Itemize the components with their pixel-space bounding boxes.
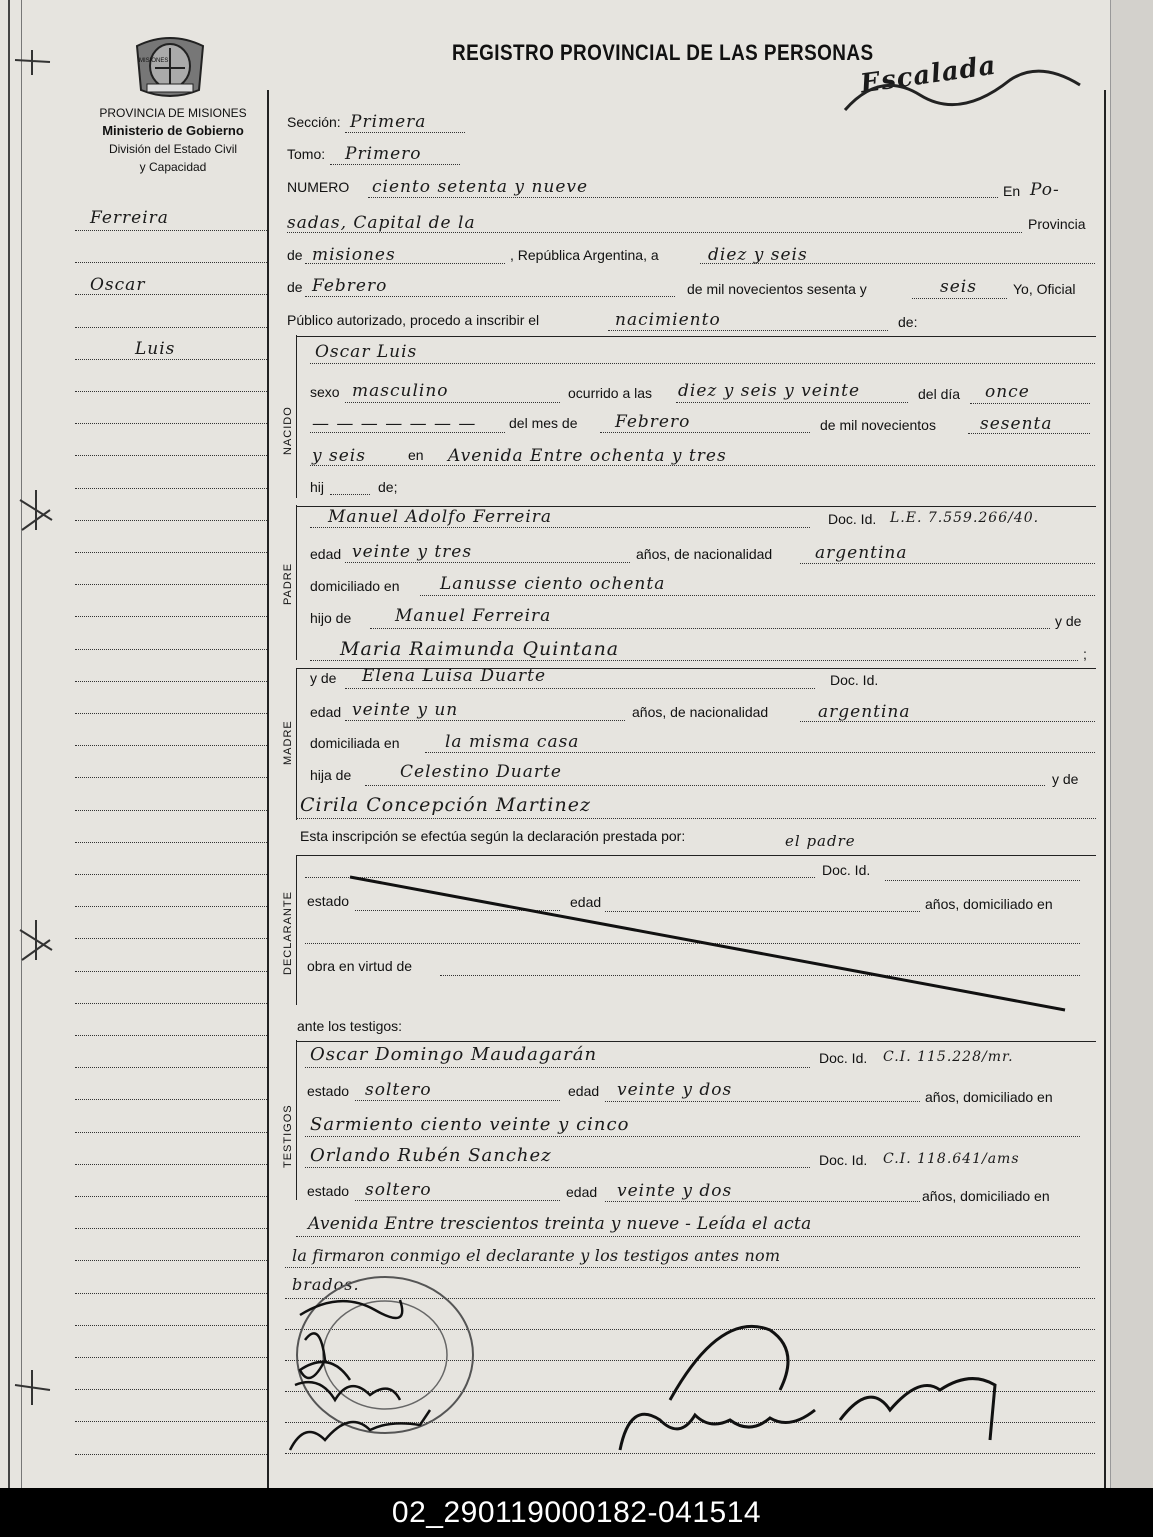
dotted-line [310, 527, 810, 528]
value-padre-madre: Maria Raimunda Quintana [340, 638, 620, 660]
section-label-declarante: DECLARANTE [282, 891, 294, 975]
label-de-mil: de mil novecientos sesenta y [687, 281, 867, 297]
label-del-mes: del mes de [509, 415, 578, 431]
dotted-line [608, 330, 888, 331]
value-testigo1-nombre: Oscar Domingo Maudagarán [310, 1044, 598, 1065]
value-dia-nacimiento: once [985, 382, 1030, 402]
margin-rule [75, 1260, 267, 1261]
value-testigo2-nombre: Orlando Rubén Sanchez [310, 1145, 552, 1166]
margin-rule [75, 262, 267, 263]
value-dia-registro: diez y seis [708, 245, 808, 265]
dotted-line [345, 402, 560, 403]
label-madre-edad: edad [310, 704, 342, 720]
label-sexo: sexo [310, 384, 340, 400]
margin-rule [75, 1454, 267, 1455]
value-testigo1-domicilio: Sarmiento ciento veinte y cinco [310, 1114, 630, 1135]
value-declarante: el padre [785, 832, 856, 850]
label-testigo2-anos: años, domiciliado en [922, 1188, 1050, 1204]
label-de-semicolon: de; [378, 479, 398, 495]
officer-signature [600, 1290, 1020, 1470]
label-seccion: Sección: [287, 114, 341, 130]
label-obra: obra en virtud de [307, 958, 413, 974]
label-esta-inscripcion: Esta inscripción se efectúa según la declaración prestada por: [300, 828, 686, 844]
value-madre-nacionalidad: argentina [818, 702, 911, 722]
value-nombre-nacido: Oscar Luis [315, 342, 418, 362]
dotted-line [420, 595, 1095, 596]
value-padre-doc: L.E. 7.559.266/40. [890, 510, 1040, 526]
dotted-line [345, 562, 630, 563]
value-anio-nacimiento-2: y seis [312, 446, 366, 466]
right-border [1104, 90, 1106, 1488]
declarante-divider [296, 855, 297, 1005]
dotted-line [287, 232, 1022, 233]
section-rule [296, 336, 1096, 337]
label-padre-y-de: y de [1055, 613, 1082, 629]
label-yo-oficial: Yo, Oficial [1013, 281, 1076, 297]
stitching-marks [10, 40, 60, 1440]
value-en-po: Po- [1030, 180, 1060, 200]
margin-rule [75, 616, 267, 617]
label-ocurrido: ocurrido a las [568, 385, 653, 401]
value-madre-madre: Cirila Concepción Martinez [300, 794, 591, 816]
label-testigo2-edad: edad [566, 1184, 598, 1200]
section-label-padre: PADRE [282, 562, 294, 605]
dotted-line [605, 1101, 920, 1102]
label-padre-doc: Doc. Id. [828, 511, 877, 527]
dotted-line [365, 785, 1045, 786]
label-madre-nacionalidad: años, de nacionalidad [632, 704, 769, 720]
margin-rule [75, 1164, 267, 1165]
margin-rule [75, 327, 267, 328]
value-madre-padre: Celestino Duarte [400, 762, 562, 782]
value-padre-edad: veinte y tres [352, 542, 473, 562]
label-ante-testigos: ante los testigos: [297, 1018, 403, 1034]
margin-rule [75, 810, 267, 811]
dotted-line [425, 752, 1095, 753]
label-padre-edad: edad [310, 546, 342, 562]
label-de-mes: de [287, 279, 303, 295]
dotted-line [345, 720, 625, 721]
value-provincia: misiones [312, 245, 396, 265]
label-declarante-edad: edad [570, 894, 602, 910]
margin-rule [75, 359, 267, 360]
margin-divider [267, 90, 269, 1488]
value-testigo1-edad: veinte y dos [617, 1080, 733, 1100]
value-madre-domicilio: la misma casa [445, 732, 580, 752]
margin-rule [75, 488, 267, 489]
value-dia-dashes: — — — — — — — [312, 414, 477, 434]
margin-rule [75, 745, 267, 746]
page-title: REGISTRO PROVINCIAL DE LAS PERSONAS [452, 40, 874, 65]
section-rule [296, 1041, 1096, 1042]
dotted-line [912, 298, 1007, 299]
section-label-madre: MADRE [282, 720, 294, 765]
margin-second-name: Luis [135, 339, 176, 359]
value-padre-padre: Manuel Ferreira [395, 606, 552, 626]
dotted-line [800, 563, 1095, 564]
margin-rule [75, 842, 267, 843]
label-padre-domicilio: domiciliado en [310, 578, 400, 594]
margin-rule [75, 1357, 267, 1358]
value-testigo1-estado: soltero [365, 1080, 432, 1100]
adjacent-page-edge [1110, 0, 1153, 1488]
value-hora: diez y seis y veinte [678, 381, 861, 401]
margin-rule [75, 230, 267, 231]
dotted-line [285, 1267, 1080, 1268]
label-declarante-doc: Doc. Id. [822, 862, 871, 878]
value-anio-registro: seis [940, 277, 977, 297]
margin-rule [75, 1389, 267, 1390]
value-seccion: Primera [350, 112, 427, 132]
value-madre-edad: veinte y un [352, 700, 459, 720]
label-republica: , República Argentina, a [510, 247, 659, 263]
dotted-line [355, 1100, 560, 1101]
margin-rule [75, 713, 267, 714]
label-testigo1-edad: edad [568, 1083, 600, 1099]
margin-rule [75, 520, 267, 521]
margin-rule [75, 1132, 267, 1133]
margin-rule [75, 1067, 267, 1068]
value-mes-nacimiento: Febrero [615, 412, 691, 432]
label-madre-y-de: y de [1052, 771, 1079, 787]
value-testigo2-doc: C.I. 118.641/ams [883, 1151, 1020, 1167]
margin-rule [75, 1421, 267, 1422]
margin-rule [75, 681, 267, 682]
margin-rule [75, 1099, 267, 1100]
ministry-name: Ministerio de Gobierno [102, 123, 244, 138]
dotted-line [970, 403, 1090, 404]
label-padre-nacionalidad: años, de nacionalidad [636, 546, 773, 562]
margin-rule [75, 1325, 267, 1326]
dotted-line [345, 688, 815, 689]
value-testigo2-edad: veinte y dos [617, 1181, 733, 1201]
margin-rule [75, 649, 267, 650]
margin-rule [75, 777, 267, 778]
margin-rule [75, 1228, 267, 1229]
value-sadas: sadas, Capital de la [287, 213, 476, 233]
label-declarante-estado: estado [307, 893, 350, 909]
capacity-name: y Capacidad [139, 160, 207, 174]
label-numero: NUMERO [287, 179, 350, 195]
section-label-testigos: TESTIGOS [282, 1104, 294, 1168]
section-label-nacido: NACIDO [282, 406, 294, 455]
margin-rule [75, 906, 267, 907]
nacido-divider [296, 335, 297, 498]
value-padre-domicilio: Lanusse ciento ochenta [440, 574, 666, 594]
value-tomo: Primero [345, 144, 422, 164]
dotted-line [310, 432, 505, 433]
value-cierre-2: brados. [292, 1275, 360, 1294]
label-madre-hija-de: hija de [310, 767, 352, 783]
label-tomo: Tomo: [287, 146, 326, 162]
cancel-stroke [300, 865, 1090, 1015]
label-del-dia: del día [918, 386, 961, 402]
provincial-crest-icon [125, 28, 215, 102]
witness-signatures [280, 1280, 460, 1470]
value-padre-nombre: Manuel Adolfo Ferreira [328, 507, 553, 527]
label-de: de [287, 247, 303, 263]
label-de-colon: de: [898, 314, 918, 330]
dotted-line [305, 1136, 1080, 1137]
dotted-line [310, 363, 1095, 364]
dotted-line [330, 164, 460, 165]
dotted-line [305, 1067, 810, 1068]
madre-divider [296, 668, 297, 820]
value-testigo1-doc: C.I. 115.228/mr. [883, 1049, 1014, 1065]
value-mes-registro: Febrero [312, 276, 388, 296]
value-madre-nombre: Elena Luisa Duarte [362, 666, 547, 686]
division-name: División del Estado Civil [108, 142, 238, 156]
padre-divider [296, 505, 297, 660]
dotted-line [368, 197, 998, 198]
label-hij: hij [310, 479, 325, 495]
label-testigo1-estado: estado [307, 1083, 350, 1099]
dotted-line [605, 1201, 920, 1202]
margin-rule [75, 874, 267, 875]
section-rule [296, 855, 1096, 856]
margin-signature-scribble [840, 40, 1100, 120]
dotted-line [305, 296, 675, 297]
label-testigo2-doc: Doc. Id. [819, 1152, 868, 1168]
dotted-line [330, 494, 370, 495]
label-semicolon: ; [1083, 646, 1087, 662]
value-acto: nacimiento [615, 310, 721, 330]
official-margin-signature: Escalada [858, 50, 999, 100]
value-cierre-1: la firmaron conmigo el declarante y los testigos antes nom [292, 1246, 781, 1265]
margin-first-name: Oscar [90, 275, 146, 295]
label-madre-doc: Doc. Id. [830, 672, 879, 688]
label-declarante-anos: años, domiciliado en [925, 896, 1053, 912]
crest-label: MISIONES [139, 58, 169, 64]
dotted-line [345, 132, 465, 133]
label-provincia: Provincia [1028, 216, 1086, 232]
label-testigo2-estado: estado [307, 1183, 350, 1199]
dotted-line [310, 660, 1078, 661]
margin-rule [75, 971, 267, 972]
margin-rule [75, 1003, 267, 1004]
dotted-line [305, 1167, 810, 1168]
label-madre-domicilio: domiciliada en [310, 735, 400, 751]
label-padre-hijo-de: hijo de [310, 610, 352, 626]
dotted-line [676, 402, 908, 403]
value-lugar: Avenida Entre ochenta y tres [448, 446, 727, 466]
margin-rule [75, 455, 267, 456]
ministry-header [60, 104, 286, 176]
dotted-line [296, 818, 1096, 819]
margin-rule [75, 552, 267, 553]
margin-rule [75, 1293, 267, 1294]
province-name: PROVINCIA DE MISIONES [99, 106, 247, 120]
margin-rule [75, 423, 267, 424]
margin-rule [75, 1035, 267, 1036]
margin-rule [75, 584, 267, 585]
dotted-line [600, 432, 810, 433]
label-testigo1-anos: años, domiciliado en [925, 1089, 1053, 1105]
value-numero: ciento setenta y nueve [372, 177, 589, 197]
margin-rule [75, 391, 267, 392]
label-testigo1-doc: Doc. Id. [819, 1050, 868, 1066]
value-sexo: masculino [352, 381, 449, 401]
label-madre-y-de: y de [310, 670, 337, 686]
document-code-footer: 02_290119000182-041514 [0, 1488, 1153, 1537]
dotted-line [355, 1200, 560, 1201]
label-en-lugar: en [408, 447, 424, 463]
value-testigo2-estado: soltero [365, 1180, 432, 1200]
margin-surname: Ferreira [90, 208, 169, 228]
margin-rule [75, 1196, 267, 1197]
label-en: En [1003, 183, 1021, 199]
label-publico: Público autorizado, procedo a inscribir el [287, 312, 540, 328]
dotted-line [370, 628, 1050, 629]
value-padre-nacionalidad: argentina [815, 543, 908, 563]
label-de-mil-nov: de mil novecientos [820, 417, 936, 433]
value-anio-nacimiento: sesenta [980, 414, 1053, 434]
value-testigo2-domicilio: Avenida Entre trescientos treinta y nueve - Leída el acta [308, 1214, 812, 1234]
testigos-divider [296, 1040, 297, 1200]
dotted-line [296, 1236, 1080, 1237]
margin-rule [75, 938, 267, 939]
